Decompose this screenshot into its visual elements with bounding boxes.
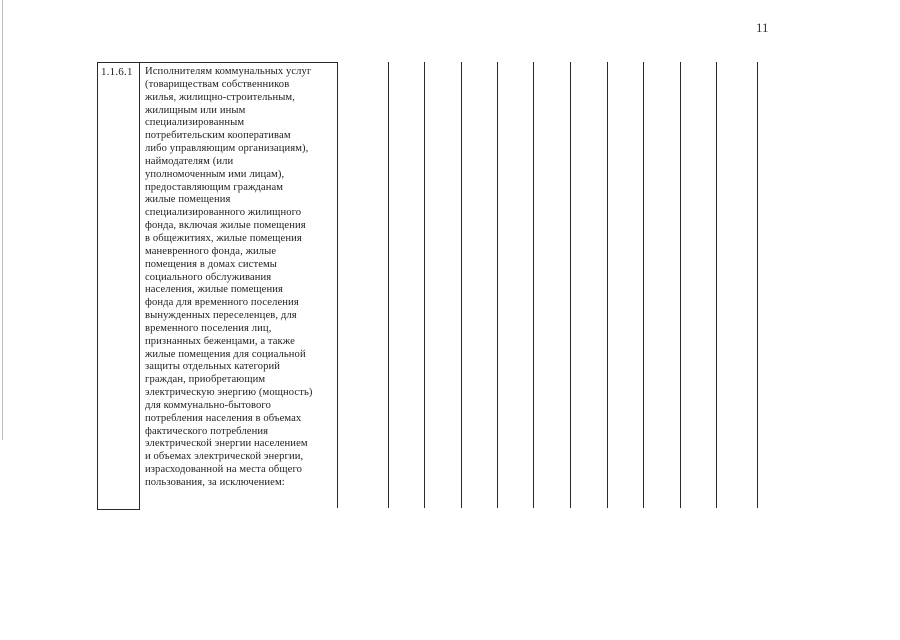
description-line: признанных беженцами, а также [145, 335, 295, 347]
description-line: для коммунально-бытового [145, 399, 271, 411]
description-line: защиты отдельных категорий [145, 361, 281, 373]
description-line: вынужденных переселенцев, для [145, 310, 297, 322]
description-line: Исполнителям коммунальных услуг [145, 66, 312, 77]
description-line: и объемах электрической энергии, [145, 451, 304, 463]
page-number: 11 [756, 20, 769, 35]
description-line: потребления населения в объемах [145, 412, 302, 424]
description-line: наймодателям (или [145, 155, 234, 167]
column-border [643, 62, 644, 508]
description-line: жилые помещения для социальной [145, 348, 306, 360]
column-border [97, 62, 98, 510]
description-line: фонда для временного поселения [145, 297, 299, 309]
row-number: 1.1.6.1 [101, 66, 133, 78]
column-border [570, 62, 571, 508]
description-line: временного поселения лиц, [145, 322, 272, 334]
description-line: жилищным или иным [145, 104, 246, 116]
column-border [497, 62, 498, 508]
description-line: (товариществам собственников [145, 78, 290, 90]
description-line: израсходованной на места общего [145, 464, 303, 476]
description-line: электрической энергии населением [145, 438, 308, 450]
row-top-border [97, 62, 337, 63]
description-line: специализированным [145, 117, 245, 129]
description-line: маневренного фонда, жилые [145, 245, 277, 257]
description-line: электрическую энергию (мощность) [145, 387, 313, 399]
row-bottom-border [97, 509, 139, 510]
description-line: граждан, приобретающим [145, 374, 266, 386]
description-line: пользования, за исключением: [145, 477, 285, 488]
description-line: жилые помещения [145, 194, 231, 206]
description-line: фактического потребления [145, 425, 269, 437]
description-line: населения, жилые помещения [145, 284, 283, 296]
column-border [533, 62, 534, 508]
column-border [139, 62, 140, 510]
column-border [461, 62, 462, 508]
description-line: либо управляющим организациям), [145, 143, 309, 155]
description-line: специализированного жилищного [145, 207, 302, 219]
column-border [607, 62, 608, 508]
description-line: в общежитиях, жилые помещения [145, 232, 302, 244]
description-line: фонда, включая жилые помещения [145, 220, 306, 232]
column-border [337, 62, 338, 508]
description-line: предоставляющим гражданам [145, 181, 284, 193]
description-line: потребительским кооперативам [145, 130, 291, 142]
tariff-table [97, 62, 762, 510]
description-line: жилья, жилищно-строительным, [145, 91, 295, 103]
page-edge [2, 0, 3, 440]
column-border [716, 62, 717, 508]
row-description [145, 66, 337, 490]
description-line: помещения в домах системы [145, 258, 278, 270]
column-border [424, 62, 425, 508]
column-border [757, 62, 758, 508]
column-border [388, 62, 389, 508]
description-line: уполномоченным ими лицам), [145, 168, 285, 180]
description-line: социального обслуживания [145, 271, 272, 283]
column-border [680, 62, 681, 508]
